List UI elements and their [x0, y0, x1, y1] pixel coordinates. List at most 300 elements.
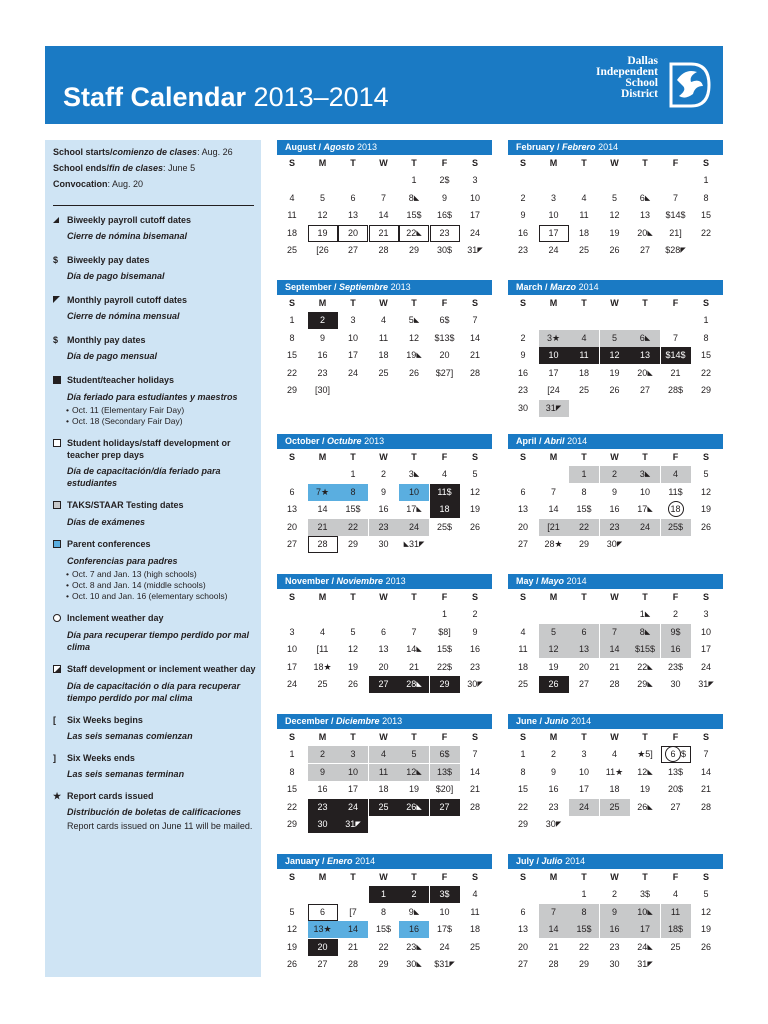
date-cell: 31◤: [637, 959, 653, 969]
date-cell: 16: [661, 641, 691, 658]
weekday-row: [277, 449, 492, 466]
date-cell: 21: [308, 519, 338, 536]
date-cell: 18: [578, 227, 589, 238]
date-cell: 1: [441, 609, 447, 619]
weekday-label: T: [581, 592, 587, 602]
date-cell: 27: [639, 385, 650, 395]
date-cell: 26: [700, 941, 711, 952]
weekday-label: M: [318, 298, 327, 308]
weekday-label: M: [318, 592, 327, 602]
date-cell: 6◣: [639, 192, 651, 203]
date-cell: 17: [469, 210, 480, 220]
date-cell: 4: [369, 746, 399, 763]
date-cell: $27]: [435, 367, 454, 378]
date-cell: 8◣: [408, 192, 420, 203]
weekday-label: M: [318, 872, 327, 882]
weekday-label: T: [642, 452, 648, 462]
legend-spanish: Cierre de nómina mensual: [67, 311, 180, 321]
date-cell: 23: [317, 367, 328, 378]
date-cell: 28$: [667, 385, 684, 395]
date-cell: 19: [408, 784, 419, 794]
legend-item: [53, 437, 259, 489]
date-cell: 22: [338, 519, 368, 536]
date-cell: 17: [347, 350, 358, 360]
weekday-row: [277, 589, 492, 606]
date-cell: 4: [672, 889, 678, 899]
date-cell: 29: [700, 385, 711, 395]
legend-sidebar: [45, 140, 261, 977]
date-cell: 3★: [539, 330, 569, 347]
weekday-label: S: [288, 592, 295, 602]
date-cell: 17: [700, 644, 711, 654]
legend-item: [53, 499, 259, 528]
weekday-label: W: [610, 158, 619, 168]
biweekly-pay-icon: $: [53, 255, 59, 265]
date-cell: 29: [408, 245, 419, 255]
date-cell: $8]: [438, 626, 451, 637]
date-cell: 31◤: [467, 245, 483, 255]
date-cell: 6: [289, 486, 295, 497]
weekday-label: T: [411, 732, 417, 742]
date-cell: 9: [600, 904, 630, 921]
date-cell: 30: [609, 959, 620, 969]
date-cell: 10: [399, 484, 429, 501]
weekday-label: F: [672, 158, 679, 168]
legend-spanish: Las seis semanas comienzan: [67, 731, 193, 741]
date-cell: 22: [700, 367, 711, 378]
date-cell: 23: [517, 245, 528, 255]
date-cell: 2$: [439, 175, 450, 185]
date-cell: 7: [380, 192, 386, 203]
date-cell: 8◣: [630, 624, 660, 641]
legend-date: • Oct. 8 and Jan. 14 (middle schools): [73, 580, 259, 591]
date-cell: 13: [630, 347, 660, 364]
month-header: January / Enero 2014: [277, 854, 492, 869]
weekday-label: T: [581, 298, 587, 308]
date-cell: 18: [578, 367, 589, 378]
date-cell: 21: [408, 661, 419, 672]
date-cell: 24: [338, 799, 368, 816]
date-cell: 12: [469, 486, 480, 497]
legend-date: • Oct. 11 (Elementary Fair Day): [73, 405, 259, 416]
date-cell: 7: [672, 332, 678, 343]
weekday-label: F: [441, 298, 448, 308]
date-cell: 18: [609, 784, 620, 794]
date-cell: 25: [469, 941, 480, 952]
month-header: July / Julio 2014: [508, 854, 723, 869]
legend-title: TAKS/STAAR Testing dates: [53, 499, 259, 512]
date-cell: 26: [347, 679, 358, 689]
date-cell: 12◣: [399, 764, 429, 781]
date-cell: 18★: [313, 661, 332, 672]
date-cell: 22◣: [399, 225, 429, 242]
weekday-label: S: [702, 298, 709, 308]
weekday-label: T: [581, 158, 587, 168]
date-cell: 3: [581, 749, 587, 759]
date-cell: 3◣: [408, 469, 420, 479]
month-header: August / Agosto 2013: [277, 140, 492, 155]
date-cell: 6◣: [630, 330, 660, 347]
weekday-label: M: [549, 298, 558, 308]
month-header: December / Diciembre 2013: [277, 714, 492, 729]
date-cell: 27: [317, 959, 328, 969]
date-cell: 28: [378, 245, 389, 255]
legend-spanish: Día de capacitación/día feriado para estudiantes: [67, 466, 221, 488]
date-cell: 21: [369, 225, 399, 242]
date-cell: 17: [630, 921, 660, 938]
weekday-label: T: [350, 158, 356, 168]
date-cell: 13★: [308, 921, 338, 938]
date-cell: 24: [347, 367, 358, 378]
legend-spanish: Día de pago bisemanal: [67, 271, 165, 281]
month-header: June / Junio 2014: [508, 714, 723, 729]
date-cell: 18: [286, 227, 297, 238]
date-cell: 23: [369, 519, 399, 536]
date-cell: 22$: [436, 661, 453, 672]
weekday-label: S: [702, 592, 709, 602]
weekday-label: T: [411, 592, 417, 602]
date-cell: 29◣: [637, 679, 653, 689]
weekday-row: [508, 869, 723, 886]
date-cell: ★5]: [637, 749, 653, 759]
date-cell: 3$: [430, 886, 460, 903]
date-cell: 3: [350, 315, 356, 325]
weekday-row: [508, 589, 723, 606]
date-cell: 26: [286, 959, 297, 969]
date-cell: 27: [578, 679, 589, 689]
weekday-label: S: [288, 872, 295, 882]
date-cell: 13: [517, 504, 528, 514]
date-cell: 12: [600, 347, 630, 364]
date-cell: 10: [338, 764, 368, 781]
date-cell: 30◤: [606, 539, 623, 549]
date-cell: 24: [469, 227, 480, 238]
date-cell: 2: [520, 192, 526, 203]
date-cell: 23: [469, 661, 480, 672]
legend-list: [53, 214, 259, 835]
date-cell: 10: [578, 766, 589, 777]
date-cell: 9: [611, 486, 617, 497]
date-cell: 4: [581, 192, 587, 203]
weekday-label: S: [702, 452, 709, 462]
date-cell: 10: [347, 332, 358, 343]
date-cell: 17: [539, 225, 569, 242]
weekday-label: S: [471, 872, 478, 882]
date-cell: 14: [548, 504, 559, 514]
legend-date: • Oct. 7 and Jan. 13 (high schools): [73, 569, 259, 580]
date-cell: 10: [439, 906, 450, 917]
date-cell: 17◣: [637, 504, 653, 514]
date-cell: 31◤: [698, 679, 714, 689]
date-cell: 2: [308, 312, 338, 329]
weekday-label: F: [441, 732, 448, 742]
weekday-label: W: [610, 732, 619, 742]
key-date: School starts/comienzo de clases: Aug. 26: [53, 147, 233, 157]
legend-spanish: Día de capacitación o día para recuperar tiempo perdido por mal clima: [67, 681, 241, 703]
weekday-label: M: [549, 872, 558, 882]
date-cell: 28: [347, 959, 358, 969]
key-dates: [53, 146, 258, 194]
date-cell: 1: [289, 749, 295, 759]
date-cell: 24: [700, 661, 711, 672]
date-cell: 16: [469, 644, 480, 654]
weekday-label: W: [379, 732, 388, 742]
date-cell: 19: [308, 225, 338, 242]
date-cell: 9: [441, 192, 447, 203]
date-cell: 8: [703, 192, 709, 203]
date-cell: 13$: [667, 766, 684, 777]
date-cell: 28◣: [399, 676, 429, 693]
weekday-label: F: [441, 872, 448, 882]
legend-item: [53, 254, 259, 282]
weekday-label: S: [519, 872, 526, 882]
date-cell: 24◣: [637, 941, 653, 952]
weekday-label: W: [610, 298, 619, 308]
date-cell: 20: [578, 661, 589, 672]
weekday-label: F: [672, 732, 679, 742]
weekday-label: T: [411, 298, 417, 308]
date-cell: 12: [286, 924, 297, 934]
date-cell: 4: [520, 626, 526, 637]
weekday-label: T: [581, 872, 587, 882]
date-cell: 4: [289, 192, 295, 203]
date-cell: 29: [286, 819, 297, 829]
date-cell: 1: [703, 315, 709, 325]
date-cell: 2: [672, 609, 678, 619]
weekday-label: M: [549, 452, 558, 462]
date-cell: 1: [369, 886, 399, 903]
month-june: [508, 714, 723, 829]
date-cell: 13: [378, 644, 389, 654]
weekday-label: T: [642, 592, 648, 602]
date-cell: 8: [569, 904, 599, 921]
date-cell: 7★: [308, 484, 338, 501]
date-cell: 25: [600, 799, 630, 816]
date-cell: 7: [703, 749, 709, 759]
legend-title: Student holidays/staff development or teacher prep days: [53, 437, 259, 461]
date-cell: 25: [286, 245, 297, 255]
date-cell: 6$: [430, 746, 460, 763]
weekday-label: F: [672, 298, 679, 308]
date-cell: 11: [470, 906, 480, 917]
date-cell: 13: [639, 210, 650, 220]
legend-title: Monthly payroll cutoff dates: [53, 294, 259, 306]
date-cell: 12: [609, 210, 620, 220]
date-cell: 26: [700, 521, 711, 532]
date-cell: 1: [581, 889, 587, 899]
legend-dates-list: [53, 405, 259, 427]
date-cell: 9: [550, 766, 556, 777]
month-april: [508, 434, 723, 549]
weekday-label: W: [379, 298, 388, 308]
date-cell: 17: [578, 784, 589, 794]
date-cell: 14: [317, 504, 328, 514]
weekday-row: [277, 155, 492, 172]
date-cell: 5: [703, 889, 709, 899]
date-cell: 21: [700, 784, 711, 794]
date-cell: 8: [703, 332, 709, 343]
date-cell: 18: [661, 501, 691, 518]
date-cell: 20◣: [637, 227, 653, 238]
date-cell: 12: [317, 210, 328, 220]
date-cell: 8: [338, 484, 368, 501]
date-cell: 24: [439, 941, 450, 952]
weekday-label: T: [350, 452, 356, 462]
date-cell: 4: [319, 626, 325, 637]
weekday-label: M: [549, 158, 558, 168]
date-cell: 30◣: [406, 959, 422, 969]
weekday-row: [508, 295, 723, 312]
date-cell: 22: [517, 801, 528, 812]
date-cell: 1: [411, 175, 417, 185]
weekday-label: F: [441, 592, 448, 602]
date-cell: 22: [286, 367, 297, 378]
date-cell: $14$: [661, 347, 691, 364]
date-cell: 2: [520, 332, 526, 343]
date-cell: 7: [550, 486, 556, 497]
date-cell: 27: [517, 959, 528, 969]
date-cell: 17◣: [406, 504, 422, 514]
date-cell: 24: [399, 519, 429, 536]
date-cell: 5: [600, 330, 630, 347]
date-cell: $20]: [435, 784, 454, 794]
date-cell: [21: [539, 519, 569, 536]
date-cell: 9: [520, 210, 526, 220]
date-cell: 4: [472, 889, 478, 899]
date-cell: 21: [347, 941, 358, 952]
weekday-label: M: [318, 732, 327, 742]
date-cell: 23◣: [406, 941, 422, 952]
date-cell: 28: [469, 367, 480, 378]
divider: [53, 205, 254, 206]
date-cell: 21: [670, 367, 681, 378]
date-cell: 29: [517, 819, 528, 829]
date-cell: 25: [578, 385, 589, 395]
date-cell: 28: [308, 536, 338, 553]
weekday-label: S: [288, 298, 295, 308]
month-header: October / Octubre 2013: [277, 434, 492, 449]
date-cell: 1: [520, 749, 526, 759]
weekday-row: [508, 449, 723, 466]
date-cell: 17$: [436, 924, 453, 934]
legend-title: ★ Report cards issued: [53, 791, 154, 801]
date-cell: $14$: [665, 210, 686, 220]
date-cell: 16: [317, 350, 328, 360]
legend-dates-list: [53, 569, 259, 602]
date-cell: 3: [338, 746, 368, 763]
star-icon: ★: [53, 791, 62, 801]
legend-date: • Oct. 10 and Jan. 16 (elementary schools): [73, 591, 259, 602]
legend-spanish: Día para recuperar tiempo perdido por mal clima: [67, 630, 250, 652]
date-cell: 15$: [406, 210, 422, 220]
date-cell: 20: [517, 521, 528, 532]
date-cell: 28: [469, 801, 480, 812]
date-cell: 30: [378, 539, 389, 549]
legend-spanish: Distribución de boletas de calificaciones: [67, 807, 242, 817]
date-cell: 6 $: [661, 746, 691, 763]
date-cell: 10◣: [630, 904, 660, 921]
weekday-label: T: [350, 298, 356, 308]
date-cell: 10: [700, 626, 711, 637]
date-cell: 15$: [436, 644, 453, 654]
date-cell: 21]: [669, 227, 682, 238]
date-cell: 15$: [569, 921, 599, 938]
date-cell: 19: [639, 784, 650, 794]
weekday-label: T: [642, 158, 648, 168]
date-cell: 9: [319, 332, 325, 343]
date-cell: 26: [539, 676, 569, 693]
legend-item: [53, 752, 259, 780]
weekday-label: W: [610, 872, 619, 882]
date-cell: 22: [286, 801, 297, 812]
weekday-label: S: [519, 298, 526, 308]
date-cell: 27: [347, 245, 358, 255]
date-cell: 4: [380, 315, 386, 325]
date-cell: 6: [569, 624, 599, 641]
date-cell: 29: [578, 539, 589, 549]
date-cell: 26: [469, 521, 480, 532]
boxed-triangle-icon: [53, 663, 67, 676]
legend-item: [53, 214, 259, 242]
monthly-cutoff-icon: [53, 294, 67, 306]
date-cell: 27: [430, 799, 460, 816]
date-cell: 5: [399, 746, 429, 763]
date-cell: 28: [700, 801, 711, 812]
date-cell: 22: [378, 941, 389, 952]
date-cell: 30: [670, 679, 681, 689]
legend-title: Parent conferences: [53, 538, 259, 551]
date-cell: 15$: [345, 504, 361, 514]
date-cell: 14: [338, 921, 368, 938]
date-cell: [30]: [314, 385, 331, 395]
date-cell: 21: [609, 661, 620, 672]
weekday-label: S: [288, 158, 295, 168]
weekday-label: S: [519, 452, 526, 462]
legend-item: [53, 334, 259, 362]
date-cell: 23: [308, 799, 338, 816]
district-name: Dallas Independent School District: [596, 55, 658, 100]
six-weeks-end-icon: ]: [53, 753, 56, 763]
date-cell: 10: [639, 486, 650, 497]
date-cell: 30$: [436, 245, 453, 255]
date-cell: 10: [539, 347, 569, 364]
legend-spanish: Día de pago mensual: [67, 351, 158, 361]
date-cell: 4: [441, 469, 447, 479]
date-cell: 2: [472, 609, 478, 619]
month-header: November / Noviembre 2013: [277, 574, 492, 589]
date-cell: 7: [472, 315, 478, 325]
weekday-label: T: [642, 298, 648, 308]
date-cell: 20: [517, 941, 528, 952]
page-title: Staff Calendar 2013–2014: [63, 82, 389, 112]
date-cell: 14: [700, 766, 711, 777]
date-cell: 6: [350, 192, 356, 203]
date-cell: 30: [517, 402, 528, 413]
date-cell: 16: [317, 784, 328, 794]
date-cell: 6: [308, 904, 338, 921]
date-cell: 16: [609, 504, 620, 514]
date-cell: 15: [700, 350, 711, 360]
date-cell: 16: [548, 784, 559, 794]
biweekly-cutoff-icon: [53, 214, 67, 226]
white-box-icon: [53, 437, 67, 450]
date-cell: 6: [520, 906, 526, 917]
date-cell: 16: [517, 367, 528, 378]
weekday-label: M: [318, 452, 327, 462]
date-cell: 16: [517, 227, 528, 238]
legend-title: Staff development or inclement weather day: [53, 663, 259, 676]
date-cell: 31◤: [539, 400, 569, 417]
